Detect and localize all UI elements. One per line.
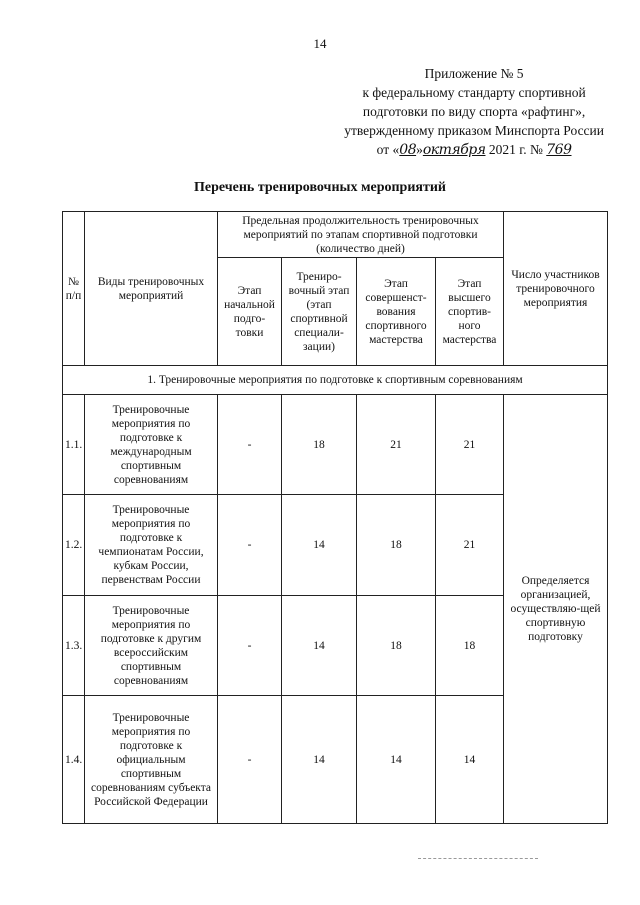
participants-note: Определяется организацией, осуществляю-щей спортивную подготовку	[504, 395, 608, 824]
training-events-table	[62, 211, 608, 824]
header-stage-3: Этап совершенст-вования спортивного мастерства	[357, 258, 436, 366]
header-duration: Предельная продолжительность тренировочных мероприятий по этапам спортивной подготовки (количество дней)	[218, 212, 504, 258]
row-stage-1: -	[218, 495, 282, 596]
row-num: 1.1.	[63, 395, 85, 495]
appendix-line-4: утвержденному приказом Минспорта России	[344, 123, 604, 138]
row-kind: Тренировочные мероприятия по подготовке к международным спортивным соревнованиям	[85, 395, 218, 495]
row-stage-2: 14	[282, 696, 357, 824]
order-prefix: от «	[376, 142, 400, 157]
row-kind: Тренировочные мероприятия по подготовке к чемпионатам России, кубкам России, первенствам России	[85, 495, 218, 596]
header-stage-4: Этап высшего спортив-ного мастерства	[436, 258, 504, 366]
row-stage-1: -	[218, 395, 282, 495]
row-num: 1.4.	[63, 696, 85, 824]
row-stage-4: 14	[436, 696, 504, 824]
row-stage-2: 18	[282, 395, 357, 495]
order-year: 2021 г. №	[488, 142, 543, 157]
row-stage-4: 21	[436, 395, 504, 495]
document-title: Перечень тренировочных мероприятий	[194, 180, 446, 195]
order-mid: »	[416, 142, 423, 157]
order-month: октября	[422, 142, 486, 158]
page-number: 14	[313, 36, 327, 51]
appendix-line-3: подготовки по виду спорта «рафтинг»,	[362, 104, 586, 119]
header-num: № п/п	[63, 212, 85, 366]
row-stage-4: 18	[436, 596, 504, 696]
row-stage-3: 18	[357, 495, 436, 596]
row-stage-4: 21	[436, 495, 504, 596]
appendix-header	[344, 64, 604, 160]
header-stage-2: Трениро-вочный этап (этап спортивной специали-зации)	[282, 258, 357, 366]
row-num: 1.3.	[63, 596, 85, 696]
appendix-line-2: к федеральному стандарту спортивной	[362, 85, 586, 100]
section-heading: 1. Тренировочные мероприятия по подготовке к спортивным соревнованиям	[63, 366, 608, 395]
header-kind: Виды тренировочных мероприятий	[85, 212, 218, 366]
row-stage-2: 14	[282, 495, 357, 596]
order-day: 08	[399, 142, 417, 158]
row-stage-2: 14	[282, 596, 357, 696]
header-stage-1: Этап начальной подго-товки	[218, 258, 282, 366]
scan-mark	[418, 858, 538, 859]
row-stage-1: -	[218, 596, 282, 696]
row-stage-1: -	[218, 696, 282, 824]
row-stage-3: 21	[357, 395, 436, 495]
row-kind: Тренировочные мероприятия по подготовке к другим всероссийским спортивным соревнованиям	[85, 596, 218, 696]
header-participants: Число участников тренировочного мероприятия	[504, 212, 608, 366]
row-stage-3: 18	[357, 596, 436, 696]
row-kind: Тренировочные мероприятия по подготовке к официальным спортивным соревнованиям субъекта Российской Федерации	[85, 696, 218, 824]
table-row	[63, 395, 608, 495]
row-num: 1.2.	[63, 495, 85, 596]
order-line	[344, 140, 604, 160]
row-stage-3: 14	[357, 696, 436, 824]
order-number: 769	[546, 142, 572, 158]
appendix-line-1: Приложение № 5	[424, 66, 524, 81]
